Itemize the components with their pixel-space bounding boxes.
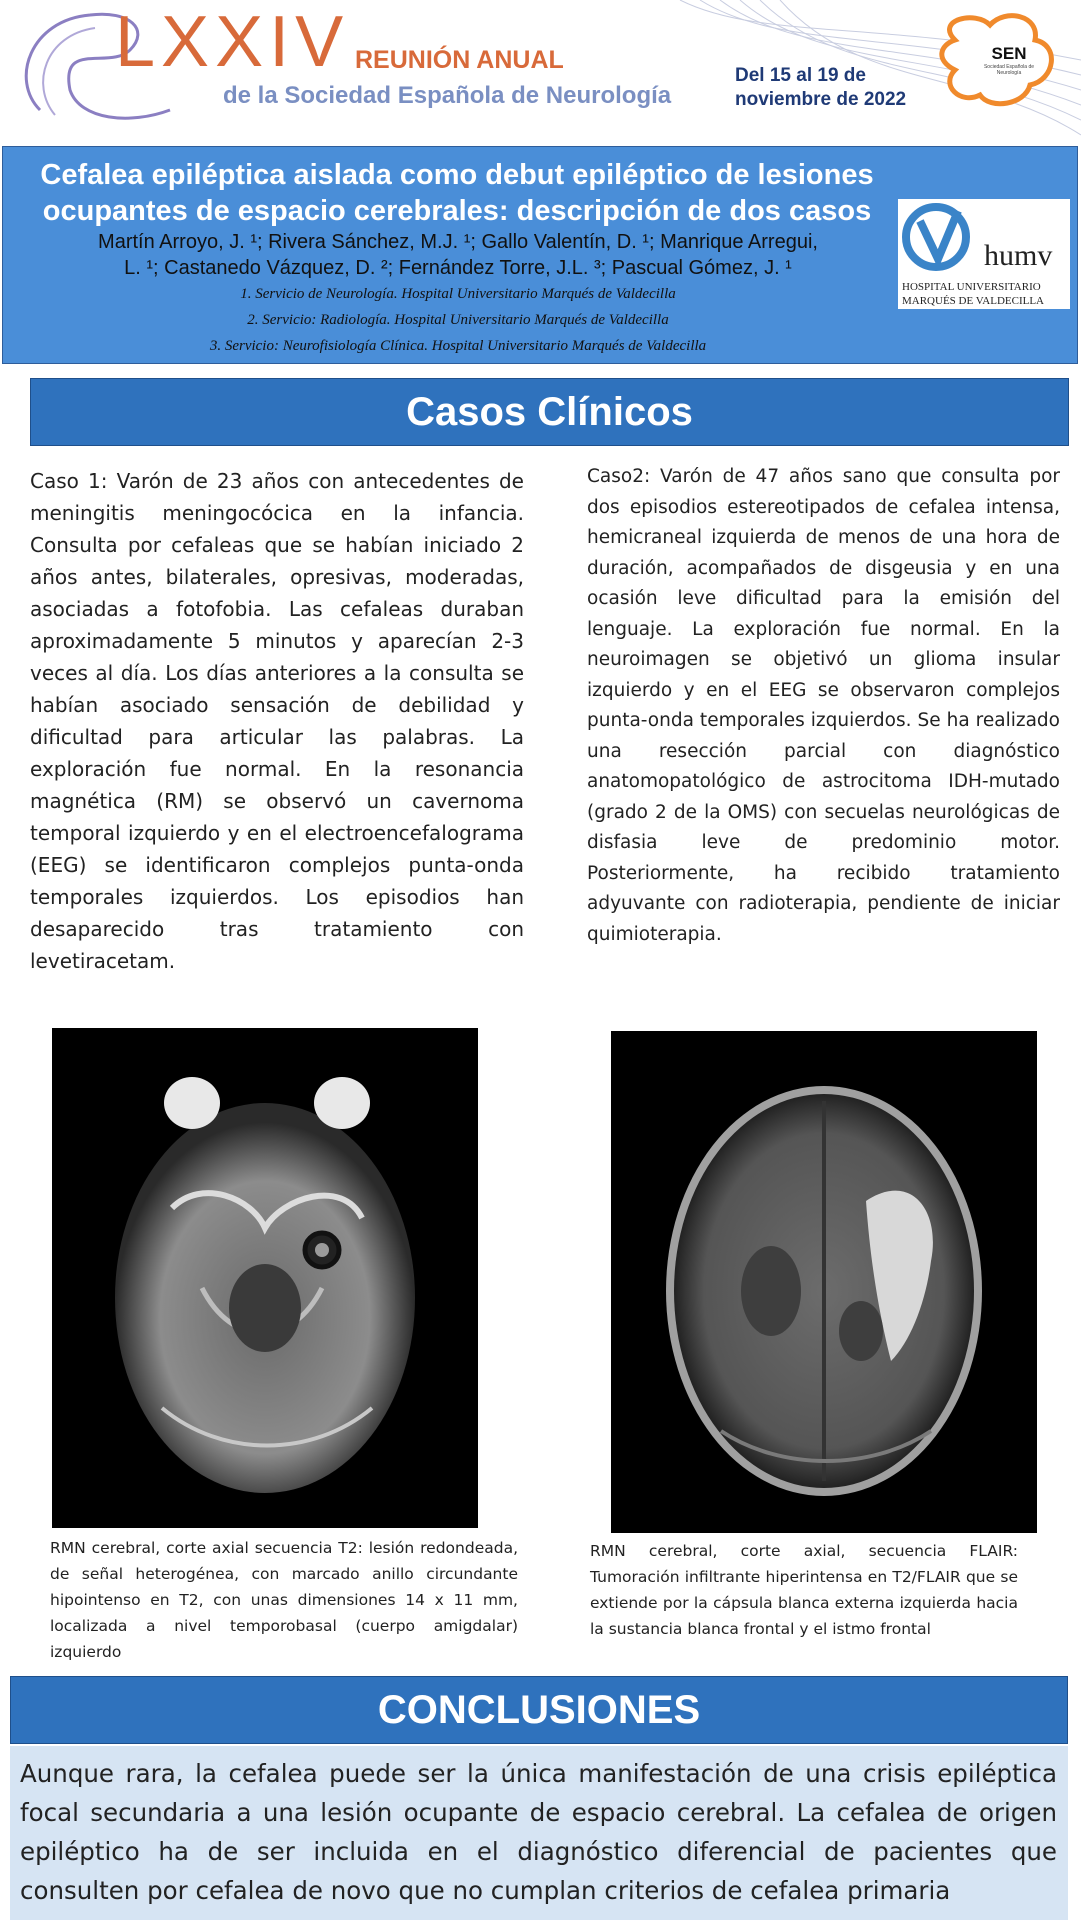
event-dates (735, 64, 906, 112)
case-1-text: Caso 1: Varón de 23 años con antecedentes de meningitis meningocócica en la infancia. Consulta por cefaleas que se habían iniciado 2 años antes, bilaterales, opresivas, moderadas, asociadas a fotofobia. Las cefaleas duraban aproximadamente 5 minutos y aparecían 2-3 veces al día. Los días anteriores a la consulta se habían asociado sensación de debilidad y dificultad para articular las palabras. La exploración fue normal. En la resonancia magnética (RM) se observó un cavernoma temporal izquierdo y en el electroencefalograma (EEG) se identificaron complejos punta-onda temporales izquierdos. Los episodios han desaparecido tras tratamiento con levetiracetam. (30, 469, 524, 973)
congress-number: LXXIV (115, 2, 350, 82)
conclusions-text: Aunque rara, la cefalea puede ser la única manifestación de una crisis epiléptica focal secundaria a una lesión ocupante de espacio cerebral. La cefalea de origen epiléptico ha de ser incluida en el diagnóstico diferencial de pacientes que consulten por cefalea de novo que no cumplan criterios de cefalea primaria (20, 1759, 1057, 1905)
authors-line1: Martín Arroyo, J. ¹; Rivera Sánchez, M.J. ¹; Gallo Valentín, D. ¹; Manrique Arregui, (98, 231, 818, 253)
sen-logo-subtext: Sociedad Española de Neurología (983, 64, 1035, 76)
event-title: REUNIÓN ANUAL (355, 46, 564, 74)
mri-flair-graphic (611, 1031, 1037, 1533)
humv-logo-icon (898, 199, 1070, 309)
affiliation-3: 3. Servicio: Neurofisiología Clínica. Hospital Universitario Marqués de Valdecilla (209, 338, 707, 354)
hospital-logo (898, 199, 1070, 309)
poster-title: Cefalea epiléptica aislada como debut epiléptico de lesiones ocupantes de espacio cerebrales: descripción de dos casos (40, 159, 874, 227)
affiliation-1: 1. Servicio de Neurología. Hospital Universitario Marqués de Valdecilla (240, 286, 676, 302)
case-2-text: Caso2: Varón de 47 años sano que consulta por dos episodios estereotipados de cefalea intensa, hemicraneal izquierda de menos de una hora de duración, acompañados de disgeusia y en una ocasión leve dificultad para la emisión del lenguaje. La exploración fue normal. En la neuroimagen se objetivó un glioma insular izquierdo y en el EEG se observaron complejos punta-onda temporales izquierdos. Se ha realizado una resección parcial con diagnóstico anatomopatológico de astrocitoma IDH-mutado (grado 2 de la OMS) con secuelas neurológicas de disfasia leve de predominio motor. Posteriormente, ha recibido tratamiento adyuvante con radioterapia, pendiente de iniciar quimioterapia. (587, 466, 1060, 945)
cases-heading: Casos Clínicos (30, 378, 1069, 446)
authors-line2: L. ¹; Castanedo Vázquez, D. ²; Fernández Torre, J.L. ³; Pascual Gómez, J. ¹ (124, 257, 792, 279)
mri-image-flair (611, 1031, 1037, 1533)
sen-logo-label: SEN (991, 44, 1027, 63)
hospital-logo-line2: MARQUÉS DE VALDECILLA (902, 295, 1044, 307)
society-name: de la Sociedad Española de Neurología (223, 82, 672, 109)
humv-logo-text: humv (984, 239, 1053, 272)
congress-header (0, 0, 1081, 142)
dates-line2: noviembre de 2022 (735, 89, 907, 110)
hospital-logo-line1: HOSPITAL UNIVERSITARIO (902, 281, 1041, 293)
author-list (53, 229, 863, 359)
mri-t2-graphic (52, 1028, 478, 1528)
dates-line1: Del 15 al 19 de (735, 65, 866, 86)
figure-1-caption: RMN cerebral, corte axial secuencia T2: lesión redondeada, de señal heterogénea, con marcado anillo circundante hipointenso en T2, con unas dimensiones 14 x 11 mm, localizada a nivel temporobasal (cuerpo amigdalar) izquierdo (50, 1539, 518, 1661)
figure-2-caption: RMN cerebral, corte axial, secuencia FLAIR: Tumoración infiltrante hiperintensa en T2/FLAIR que se extiende por la cápsula blanca externa izquierda hacia la sustancia blanca frontal y el istmo frontal (590, 1542, 1018, 1638)
mri-image-t2 (52, 1028, 478, 1528)
affiliation-2: 2. Servicio: Radiología. Hospital Universitario Marqués de Valdecilla (247, 312, 669, 328)
conclusions-heading: CONCLUSIONES (10, 1676, 1068, 1744)
title-block (2, 146, 1078, 364)
